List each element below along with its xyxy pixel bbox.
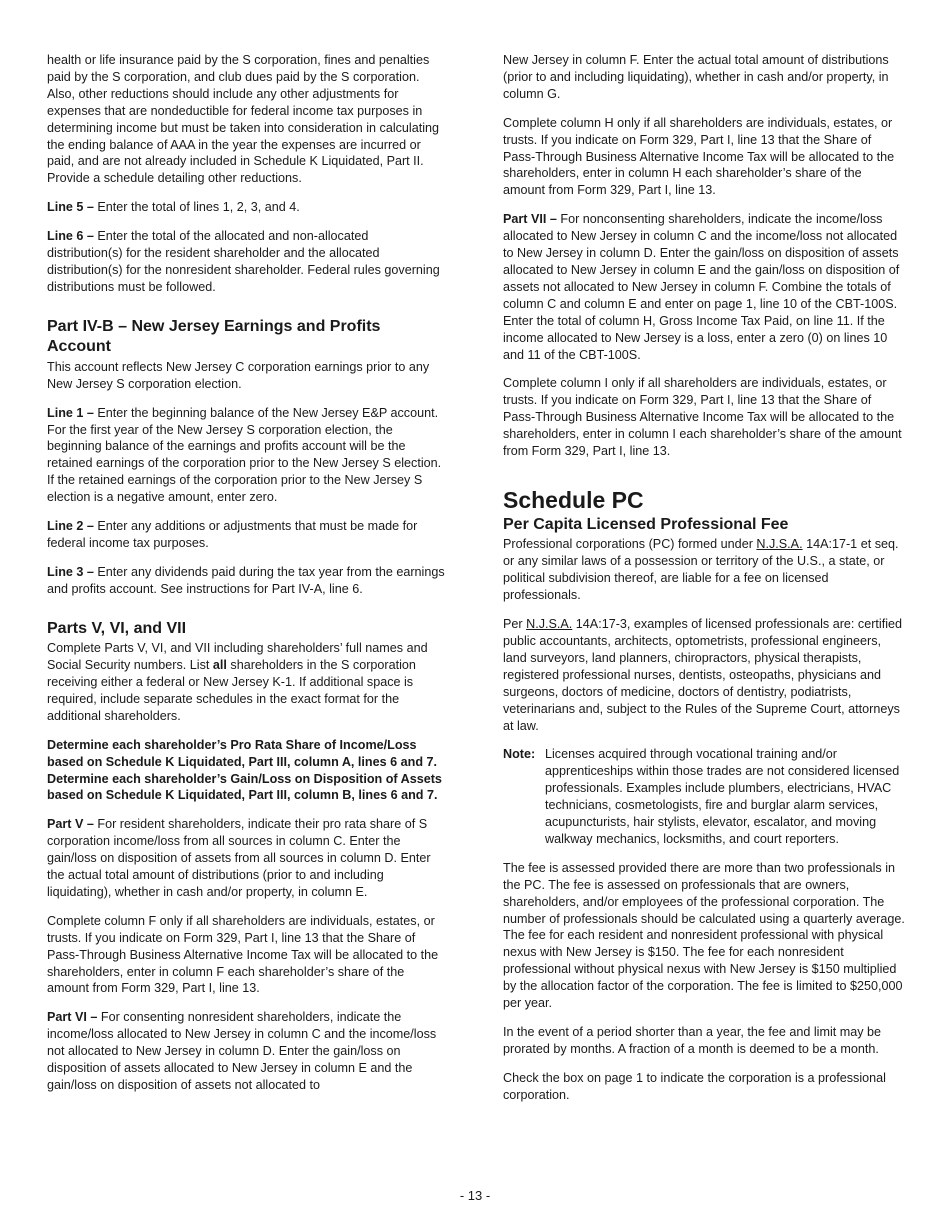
- note-text: Licenses acquired through vocational training and/or apprenticeships within those trades are not considered licensed professionals. Examples include plumbers, electricians, HVAC technicians, cosmetologists, fire and burglar alarm services, acupuncturists, hair stylists, elevator, escalator, and moving walkway mechanics, locksmiths, and court reporters.: [545, 747, 900, 846]
- paragraph-column-i: Complete column I only if all shareholders are individuals, estates, or trusts. If you indicate on Form 329, Part I, line 13 that the Share of Pass-Through Business Alternative Income Tax will be allocated to the shareholders, enter in column I each shareholder’s share of the amount from Form 329, Part I, line 13.: [503, 376, 902, 459]
- paragraph-pc-formed: [503, 536, 905, 604]
- paragraph-check-box: Check the box on page 1 to indicate the corporation is a professional corporation.: [503, 1070, 886, 1102]
- paragraph-b-line-2: [47, 518, 447, 552]
- paragraph-licensed-professionals: [503, 616, 905, 734]
- paragraph-other-reductions: health or life insurance paid by the S corporation, fines and penalties paid by the S corporation, and club dues paid by the S corporation. Also, other reductions should include any other adjustments for expenses that are nondeductible for federal income tax purposes in determining income but must be taken into consideration in calculating the ending balance of AAA in the year the expenses are incurred or paid, and are not already included in Schedule K Liquidated, Part II. Provide a schedule detailing other reductions.: [47, 53, 440, 186]
- paragraph-part-vii: [503, 211, 905, 363]
- part-v-label: Part V –: [47, 817, 94, 832]
- heading-parts-v-vi-vii: Parts V, VI, and VII: [47, 619, 187, 637]
- b-line-2-label: Line 2 –: [47, 519, 94, 534]
- left-column: [47, 52, 447, 1106]
- parts-intro-a: Complete Parts V, VI, and VII including shareholders’ full names and Social Security numbers. List: [47, 641, 428, 673]
- b-line-3-label: Line 3 –: [47, 564, 94, 579]
- paragraph-part-v: [47, 816, 447, 901]
- njsa-ref-1: N.J.S.A.: [756, 537, 803, 552]
- paragraph-line-6: [47, 228, 447, 296]
- paragraph-line-5: [47, 199, 447, 216]
- paragraph-part-iv-b-intro: This account reflects New Jersey C corporation earnings prior to any New Jersey S corporation election.: [47, 359, 430, 391]
- paragraph-part-vi-continued: New Jersey in column F. Enter the actual total amount of distributions (prior to and including liquidating), whether in cash and/or property, in column G.: [503, 53, 889, 101]
- note-label: Note:: [503, 747, 536, 762]
- heading-per-capita-fee: Per Capita Licensed Professional Fee: [503, 515, 789, 533]
- paragraph-fee-assessed: The fee is assessed provided there are more than two professionals in the PC. The fee is assessed on professionals that are owners, shareholders, and/or employees of the professional corporation. The number of professionals should be calculated using a quarterly average. The fee for each resident and nonresident professional with physical nexus with New Jersey is $150. The fee for each nonresident professional without physical nexus with New Jersey is $150 multiplied by the allocation factor of the corporation. The fee is limited to $250,000 per year.: [503, 860, 905, 1011]
- line-5-label: Line 5 –: [47, 200, 94, 215]
- pc-p1-a: Professional corporations (PC) formed under: [503, 537, 757, 552]
- parts-intro-all: all: [212, 658, 227, 673]
- part-vii-text: For nonconsenting shareholders, indicate the income/loss allocated to New Jersey in column C and the income/loss not allocated to New Jersey in column D. Enter the gain/loss on disposition of assets allocated to New Jersey in column E and the gain/loss on disposition of assets not allocated to New Jersey in column F. Combine the totals of column C and column E and enter on page 1, line 10 of the CBT-100S. Enter the total of column H, Gross Income Tax Paid, on line 11. If the income allocated to New Jersey is a loss, enter a zero (0) on lines 10 and 11 of the CBT-100S.: [503, 212, 900, 362]
- note-block: [503, 746, 905, 847]
- part-vii-label: Part VII –: [503, 212, 557, 227]
- b-line-2-text: Enter any additions or adjustments that must be made for federal income tax purposes.: [47, 519, 418, 550]
- paragraph-column-f: Complete column F only if all shareholders are individuals, estates, or trusts. If you indicate on Form 329, Part I, line 13 that the Share of Pass-Through Business Alternative Income Tax will be allocated to the shareholders, enter in column F each shareholder’s share of the amount from Form 329, Part I, line 13.: [47, 913, 439, 996]
- heading-schedule-pc: Schedule PC: [503, 486, 644, 513]
- b-line-1-label: Line 1 –: [47, 405, 94, 420]
- paragraph-b-line-3: [47, 564, 447, 598]
- pc-p2-a: Per: [503, 617, 527, 632]
- paragraph-determine-shares: Determine each shareholder’s Pro Rata Share of Income/Loss based on Schedule K Liquidated, Part III, column A, lines 6 and 7. Determine each shareholder’s Gain/Loss on Disposition of Assets based on Schedule K Liquidated, Part III, column B, lines 6 and 7.: [47, 737, 442, 803]
- pc-p1-b: 14A:17-1 et seq. or any similar laws of a possession or territory of the U.S., a state, or political subdivision thereof, are liable for a fee on licensed professionals.: [503, 537, 899, 603]
- part-vi-label: Part VI –: [47, 1010, 98, 1025]
- part-vi-text: For consenting nonresident shareholders, indicate the income/loss allocated to New Jersey in column C and the income/loss not allocated to New Jersey in column D. Enter the gain/loss on disposition of assets allocated to New Jersey in column E and the gain/loss on disposition of assets not allocated to: [47, 1010, 437, 1092]
- paragraph-parts-intro: [47, 640, 447, 725]
- part-v-text: For resident shareholders, indicate their pro rata share of S corporation income/loss from all sources in column C. Enter the gain/loss on disposition of assets from all sources in column D. Enter the actual total amount of distributions (prior to and including liquidating), whether in cash and/or property, in column E.: [47, 817, 431, 899]
- heading-part-iv-b: Part IV-B – New Jersey Earnings and Profits Account: [47, 317, 381, 356]
- pc-p2-b: 14A:17-3, examples of licensed professionals are: certified public accountants, architects, optometrists, professional engineers, land surveyors, land planners, chiropractors, physical therapists, registered professional nurses, dentists, osteopaths, physicians and surgeons, doctors of medicine, doctors of dentistry, podiatrists, veterinarians and, subject to the Rules of the Supreme Court, attorneys at law.: [503, 617, 903, 733]
- page-number: - 13 -: [459, 1188, 491, 1203]
- njsa-ref-2: N.J.S.A.: [526, 617, 573, 632]
- paragraph-b-line-1: [47, 405, 447, 506]
- line-6-label: Line 6 –: [47, 229, 94, 244]
- line-6-text: Enter the total of the allocated and non-allocated distribution(s) for the resident shareholder and the allocated distribution(s) for the nonresident shareholder. Federal rules governing distributions must be followed.: [47, 229, 440, 294]
- line-5-text: Enter the total of lines 1, 2, 3, and 4.: [93, 200, 300, 215]
- paragraph-short-period: In the event of a period shorter than a year, the fee and limit may be prorated by months. A fraction of a month is deemed to be a month.: [503, 1025, 882, 1056]
- right-column: [503, 52, 905, 1116]
- b-line-3-text: Enter any dividends paid during the tax year from the earnings and profits account. See instructions for Part IV-A, line 6.: [47, 564, 445, 596]
- paragraph-part-vi: [47, 1009, 447, 1094]
- b-line-1-text: Enter the beginning balance of the New Jersey E&P account. For the first year of the New Jersey S corporation election, the beginning balance of the earnings and profits account will be the retained earnings of the corporation prior to the New Jersey S election. If the retained earnings of the corporation prior to the New Jersey S election is a negative amount, enter zero.: [47, 405, 442, 505]
- parts-intro-b: shareholders in the S corporation receiving either a federal or New Jersey K-1. If additional space is required, include separate schedules in the exact format for the additional shareholders.: [47, 658, 416, 723]
- paragraph-column-h: Complete column H only if all shareholders are individuals, estates, or trusts. If you indicate on Form 329, Part I, line 13 that the Share of Pass-Through Business Alternative Income Tax will be allocated to the shareholders, enter in column H each shareholder’s share of the amount from Form 329, Part I, line 13.: [503, 115, 895, 198]
